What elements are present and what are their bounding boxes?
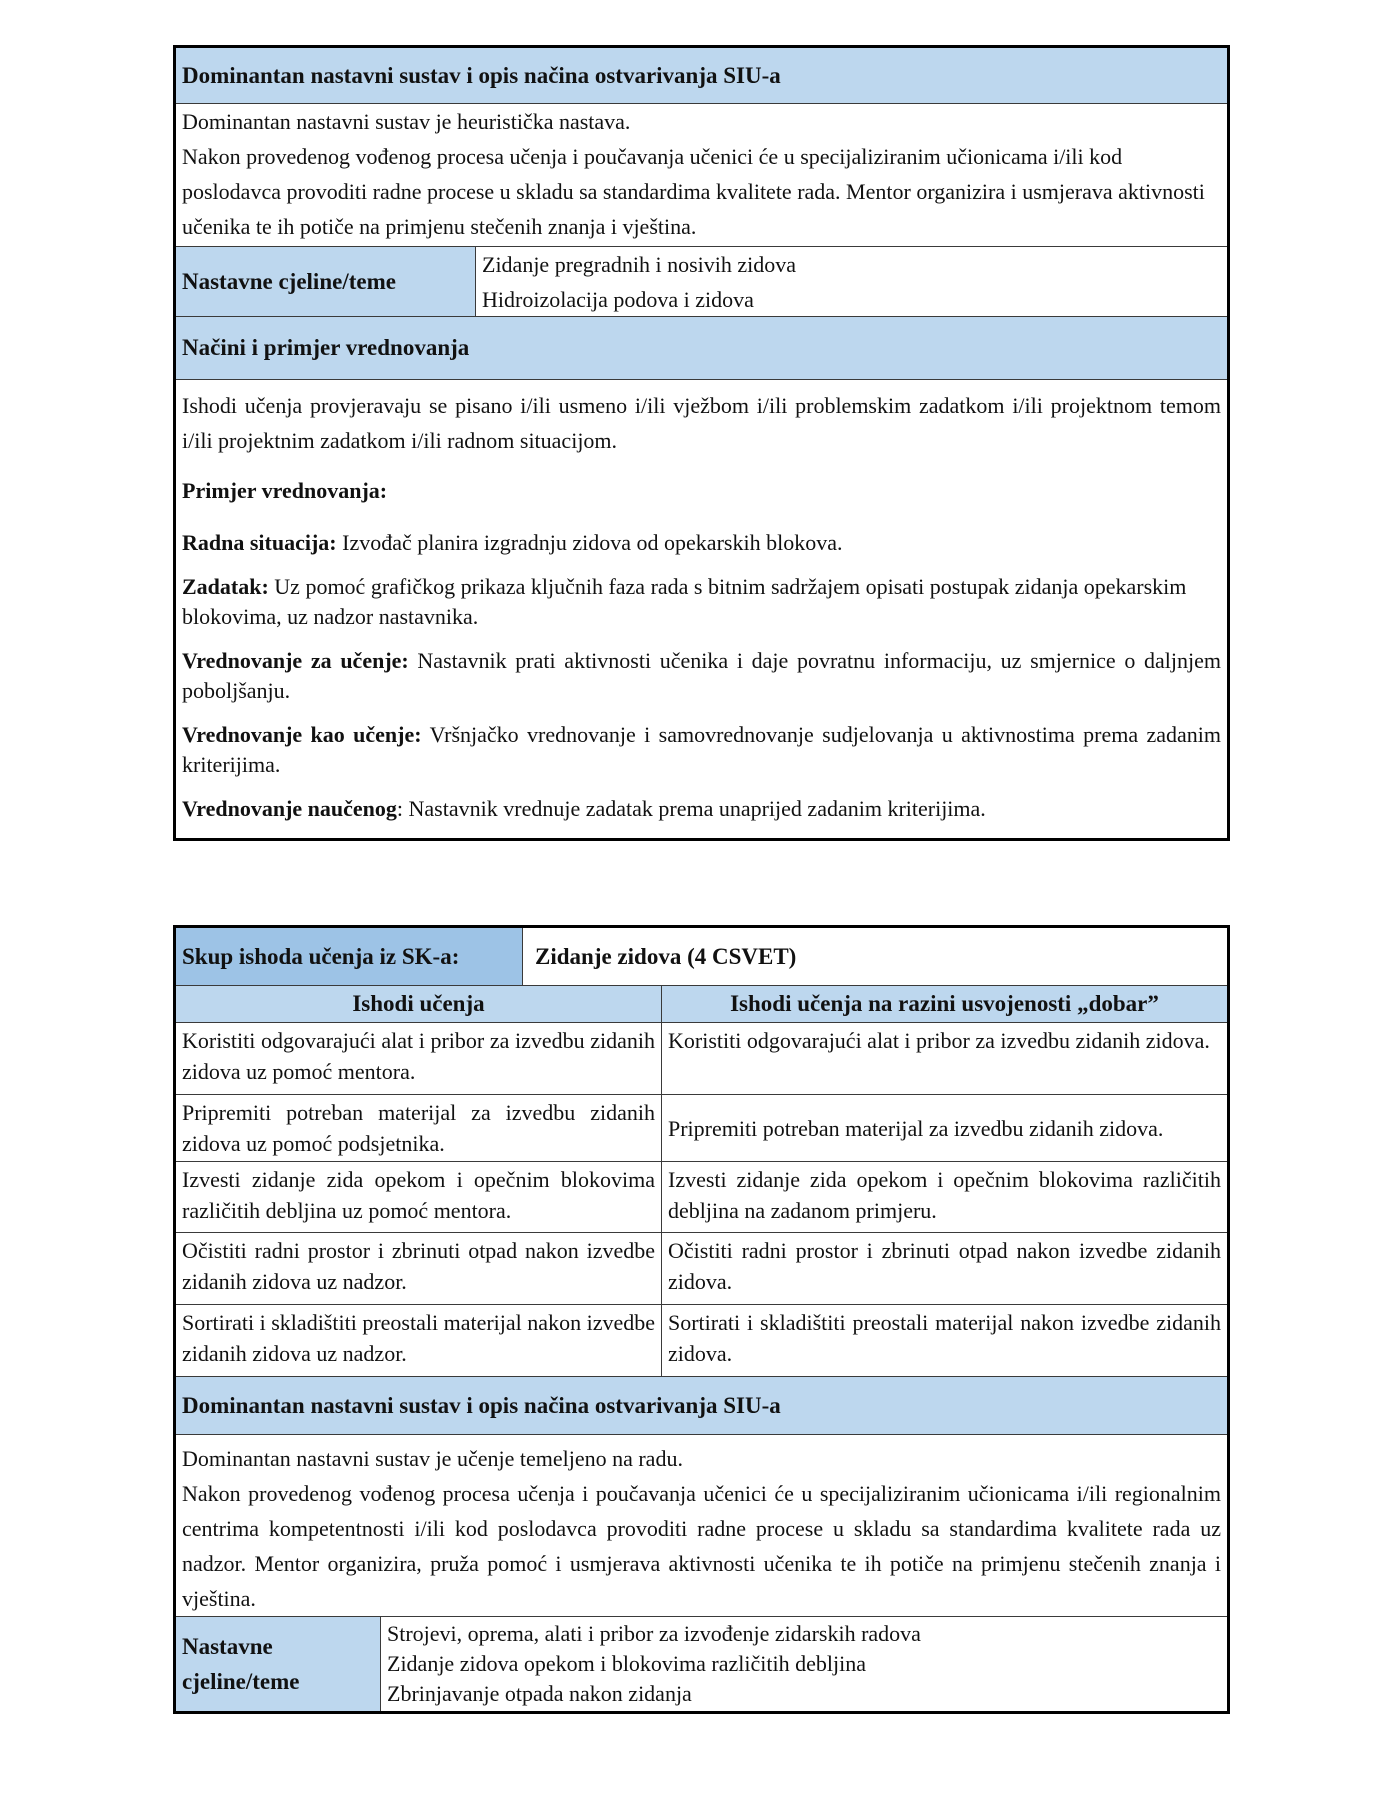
topic-item: Zidanje zidova opekom i blokovima različitih debljina	[387, 1651, 866, 1676]
outcome-cell: Pripremiti potreban materijal za izvedbu zidanih zidova uz pomoć podsjetnika.	[176, 1095, 662, 1161]
dominant-system-body-row	[176, 104, 1227, 247]
outcome-row	[176, 1162, 1227, 1233]
evaluation-item-label: Vrednovanje za učenje:	[182, 648, 409, 673]
outcome-cell: Izvesti zidanje zida opekom i opečnim blokovima različitih debljina uz pomoć mentora.	[176, 1162, 662, 1232]
evaluation-item-label: Radna situacija:	[182, 530, 337, 555]
evaluation-item-text: Vršnjačko vrednovanje i samovrednovanje sudjelovanja u aktivnostima prema zadanim kriterijima.	[182, 722, 1222, 777]
evaluation-item-label: Vrednovanje kao učenje:	[182, 722, 422, 747]
outcome-good-cell: Izvesti zidanje zida opekom i opečnim blokovima različitih debljina na zadanom primjeru.	[668, 1167, 1221, 1223]
dominant-system-line-2: Nakon provedenog vođenog procesa učenja i poučavanja učenici će u specijaliziranim učionicama i/ili kod poslodavca provoditi radne procese u skladu sa standardima kvalitete rada. Mentor organizira i usmjerava aktivnosti učenika te ih potiče na primjenu stečenih znanja i vještina.	[182, 144, 1205, 239]
dominant-system-header: Dominantan nastavni sustav i opis načina ostvarivanja SIU-a	[176, 48, 1227, 103]
evaluation-item-label: Zadatak:	[182, 574, 269, 599]
outcome-row	[176, 1023, 1227, 1095]
evaluation-header-row	[176, 317, 1227, 380]
dominant-system-body-row	[176, 1435, 1227, 1617]
dominant-system-line-1: Dominantan nastavni sustav je heuristička nastava.	[182, 109, 631, 134]
topic-item: Hidroizolacija podova i zidova	[482, 287, 754, 312]
outcome-set-value: Zidanje zidova (4 CSVET)	[523, 928, 1227, 985]
column-header-good-level: Ishodi učenja na razini usvojenosti „dobar”	[662, 986, 1227, 1022]
outcome-row	[176, 1095, 1227, 1162]
dominant-system-body	[176, 1435, 1227, 1616]
topics-list	[476, 247, 1227, 316]
outcome-good-cell: Koristiti odgovarajući alat i pribor za izvedbu zidanih zidova.	[668, 1028, 1210, 1053]
topics-row	[176, 247, 1227, 317]
outcome-set-row	[176, 928, 1227, 986]
evaluation-body-row	[176, 380, 1227, 838]
evaluation-item-as-learning	[182, 720, 1221, 780]
outcome-cell: Koristiti odgovarajući alat i pribor za izvedbu zidanih zidova uz pomoć mentora.	[176, 1023, 662, 1094]
evaluation-item-for-learning	[182, 646, 1221, 706]
topics-row	[176, 1617, 1227, 1711]
outcome-good-cell: Očistiti radni prostor i zbrinuti otpad nakon izvedbe zidanih zidova.	[668, 1238, 1221, 1294]
evaluation-header: Načini i primjer vrednovanja	[176, 317, 1227, 379]
outcome-good-cell: Sortirati i skladištiti preostali materijal nakon izvedbe zidanih zidova.	[668, 1310, 1221, 1366]
topics-label: Nastavne cjeline/teme	[176, 1617, 381, 1711]
dominant-system-header-row	[176, 1377, 1227, 1435]
topics-list	[381, 1617, 1227, 1711]
evaluation-item-of-learning	[182, 794, 1221, 824]
outcome-row	[176, 1305, 1227, 1377]
evaluation-item-text: Izvođač planira izgradnju zidova od opekarskih blokova.	[336, 530, 843, 555]
outcome-row	[176, 1233, 1227, 1305]
topics-label: Nastavne cjeline/teme	[176, 247, 476, 316]
dominant-system-line-1: Dominantan nastavni sustav je učenje temeljeno na radu.	[182, 1446, 683, 1471]
outcomes-column-headers	[176, 986, 1227, 1023]
outcome-cell: Očistiti radni prostor i zbrinuti otpad nakon izvedbe zidanih zidova uz nadzor.	[176, 1233, 662, 1304]
dominant-system-header: Dominantan nastavni sustav i opis načina ostvarivanja SIU-a	[176, 1377, 1227, 1434]
topic-item: Strojevi, oprema, alati i pribor za izvođenje zidarskih radova	[387, 1621, 921, 1646]
outcome-good-cell: Pripremiti potreban materijal za izvedbu zidanih zidova.	[668, 1115, 1164, 1141]
curriculum-table-1	[173, 45, 1230, 841]
topic-item: Zidanje pregradnih i nosivih zidova	[482, 252, 797, 277]
evaluation-item-text: Nastavnik prati aktivnosti učenika i daje povratnu informaciju, uz smjernice o daljnjem poboljšanju.	[182, 648, 1221, 703]
dominant-system-header-row	[176, 48, 1227, 104]
curriculum-table-2	[173, 925, 1230, 1714]
evaluation-item-text: : Nastavnik vrednuje zadatak prema unaprijed zadanim kriterijima.	[396, 796, 986, 821]
outcome-set-label: Skup ishoda učenja iz SK-a:	[176, 928, 523, 985]
dominant-system-body	[176, 104, 1227, 246]
evaluation-item-task	[182, 572, 1221, 632]
dominant-system-line-2: Nakon provedenog vođenog procesa učenja i poučavanja učenici će u specijaliziranim učionicama i/ili regionalnim centrima kompetentnosti i/ili kod poslodavca provoditi radne procese u skladu sa standardima kvalitete rada uz nadzor. Mentor organizira, pruža pomoć i usmjerava aktivnosti učenika te ih potiče na primjenu stečenih znanja i vještina.	[182, 1481, 1221, 1611]
evaluation-example-title: Primjer vrednovanja:	[182, 478, 388, 503]
evaluation-item-label: Vrednovanje naučenog	[182, 796, 397, 821]
outcome-cell: Sortirati i skladištiti preostali materijal nakon izvedbe zidanih zidova uz nadzor.	[176, 1305, 662, 1376]
evaluation-intro: Ishodi učenja provjeravaju se pisano i/ili usmeno i/ili vježbom i/ili problemskim zadatkom i/ili projektnom temom i/ili projektnim zadatkom i/ili radnom situacijom.	[182, 393, 1221, 453]
evaluation-item-text: Uz pomoć grafičkog prikaza ključnih faza rada s bitnim sadržajem opisati postupak zidanja opekarskim blokovima, uz nadzor nastavnika.	[182, 574, 1187, 629]
evaluation-item-work-situation	[182, 528, 1221, 558]
evaluation-body	[176, 380, 1227, 838]
topic-item: Zbrinjavanje otpada nakon zidanja	[387, 1681, 692, 1706]
column-header-outcomes: Ishodi učenja	[176, 986, 662, 1022]
